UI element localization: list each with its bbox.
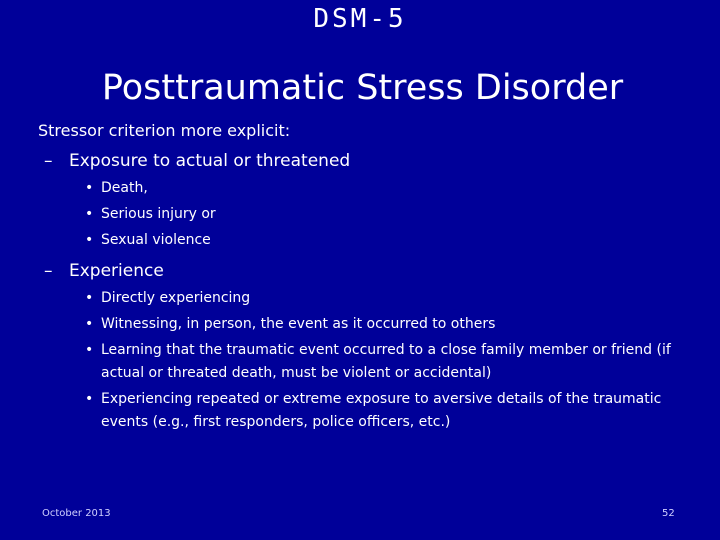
bullet-text: Experiencing repeated or extreme exposure to aversive details of the traumatic events (e.g., first responders, police officers, etc.) (101, 391, 662, 430)
section-heading-text: Exposure to actual or threatened (69, 151, 351, 171)
bullet-text: Directly experiencing (101, 290, 251, 306)
bullet-item (38, 177, 698, 200)
dsm5-header-glyphs: DSM-5 (313, 4, 407, 34)
intro-text: Stressor criterion more explicit: (38, 121, 291, 140)
bullet-text: Death, (101, 180, 148, 196)
bullet-marker: • (85, 206, 94, 222)
bullet-item (38, 229, 698, 252)
bullet-text: Learning that the traumatic event occurred to a close family member or friend (if actual or threated death, must be violent or accidental) (101, 342, 671, 381)
footer-page-number: 52 (662, 508, 675, 519)
dash-marker: – (44, 261, 53, 281)
footer-date: October 2013 (42, 508, 111, 519)
section-heading-experience (38, 258, 698, 284)
bullet-marker: • (85, 232, 94, 248)
bullet-marker: • (85, 391, 94, 407)
bullet-item (38, 313, 698, 336)
bullet-item (38, 388, 698, 434)
bullet-marker: • (85, 342, 94, 358)
section-heading-text: Experience (69, 261, 164, 281)
bullet-marker: • (85, 290, 94, 306)
dash-marker: – (44, 151, 53, 171)
bullet-item (38, 203, 698, 226)
bullet-text: Witnessing, in person, the event as it occurred to others (101, 316, 496, 332)
bullet-marker: • (85, 316, 94, 332)
bullet-item (38, 287, 698, 310)
slide-title: Posttraumatic Stress Disorder (101, 68, 624, 108)
bullet-item (38, 339, 698, 385)
bullet-text: Serious injury or (101, 206, 216, 222)
bullet-text: Sexual violence (101, 232, 211, 248)
slide-body (38, 118, 698, 434)
section-heading-exposure (38, 148, 698, 174)
bullet-marker: • (85, 180, 94, 196)
